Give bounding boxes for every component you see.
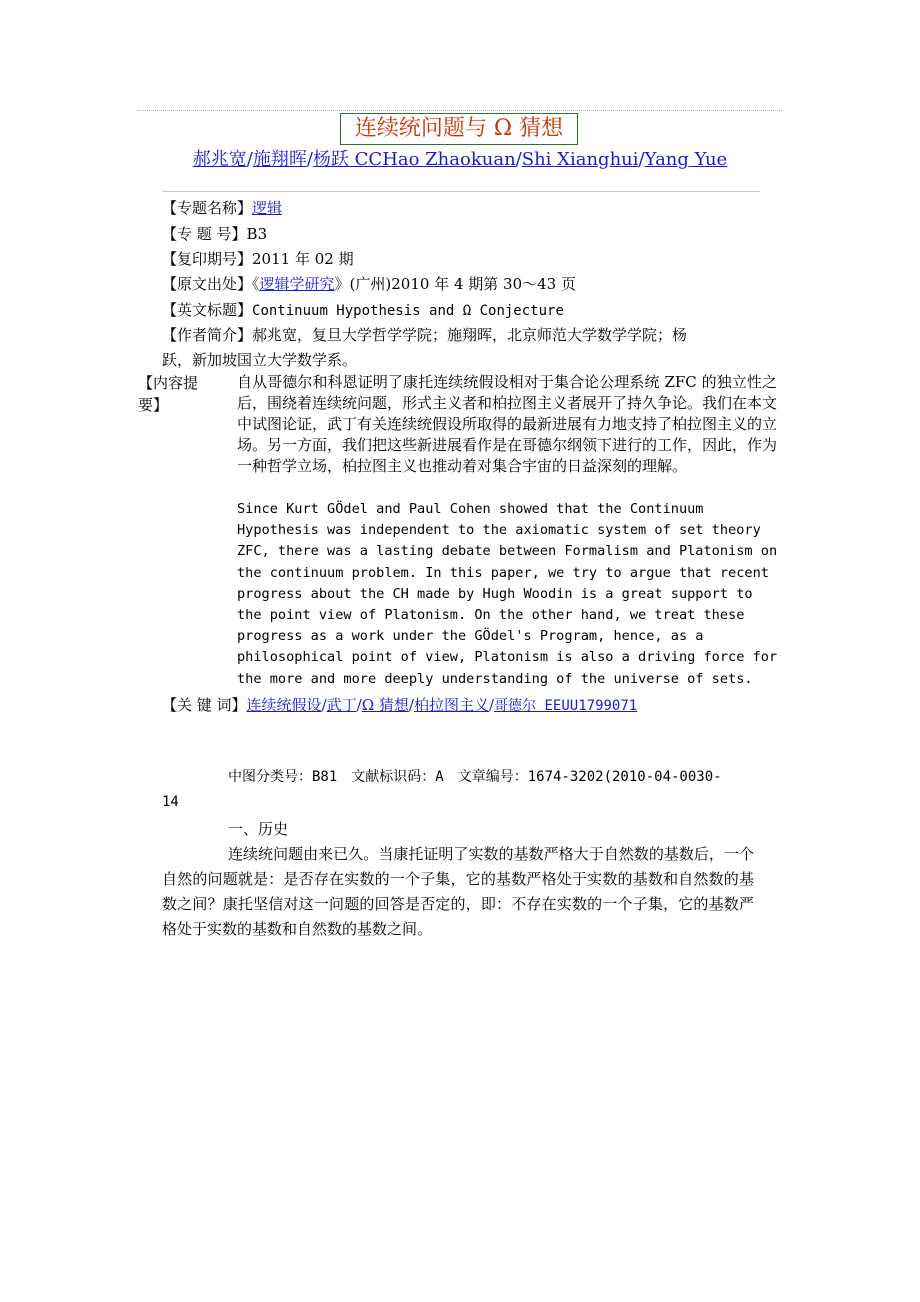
meta-divider bbox=[162, 191, 760, 192]
classification-block bbox=[162, 765, 754, 815]
meta-source-prefix: 《 bbox=[252, 275, 260, 293]
abstract-en-line: philosophical point of view, Platonism is also a driving force for bbox=[237, 649, 778, 666]
meta-topic-no-label: 【专 题 号】 bbox=[162, 225, 247, 243]
topic-link[interactable]: 逻辑 bbox=[252, 199, 283, 217]
section-heading-history: 一、历史 bbox=[228, 820, 289, 838]
author-link-3[interactable]: 杨跃 CCHao Zhaokuan bbox=[312, 149, 516, 170]
meta-topic-label: 【专题名称】 bbox=[162, 199, 253, 217]
keywords-label: 【关 键 词】 bbox=[162, 696, 247, 714]
author-link-4[interactable]: Shi Xianghui bbox=[521, 149, 639, 170]
author-line: 郝兆宽/施翔晖/杨跃 CCHao Zhaokuan/Shi Xianghui/Yang Yue bbox=[192, 149, 728, 170]
meta-topic-row bbox=[162, 197, 282, 219]
meta-en-title-value: Continuum Hypothesis and Ω Conjecture bbox=[252, 303, 564, 319]
abstract-en-line: the point view of Platonism. On the other hand, we treat these bbox=[237, 607, 745, 624]
classification-line2: 14 bbox=[162, 794, 179, 810]
meta-topic-no-row bbox=[162, 223, 267, 245]
meta-reprint-label: 【复印期号】 bbox=[162, 250, 253, 268]
meta-author-intro-row-2 bbox=[162, 349, 357, 371]
abstract-label bbox=[138, 372, 218, 416]
meta-source-suffix: 》(广州)2010 年 4 期第 30～43 页 bbox=[334, 275, 576, 293]
abstract-en-line: progress about the CH made by Hugh Woodin is a great support to bbox=[237, 585, 753, 602]
meta-en-title-row bbox=[162, 299, 564, 322]
keyword-link-5[interactable]: 哥德尔 EEUU1799071 bbox=[494, 698, 638, 714]
keyword-link-1[interactable]: 连续统假设 bbox=[246, 696, 322, 714]
keywords-row: 【关 键 词】连续统假设/武丁/Ω 猜想/柏拉图主义/哥德尔 EEUU1799071 bbox=[162, 696, 638, 714]
article-title: 连续统问题与 Ω 猜想 bbox=[340, 113, 578, 145]
meta-reprint-row bbox=[162, 248, 354, 270]
meta-author-intro-line2: 跃，新加坡国立大学数学系。 bbox=[162, 351, 358, 369]
meta-en-title-label: 【英文标题】 bbox=[162, 301, 253, 319]
author-link-5[interactable]: Yang Yue bbox=[644, 149, 728, 170]
keyword-link-4[interactable]: 柏拉图主义 bbox=[413, 696, 489, 714]
abstract-label-line2: 要】 bbox=[138, 396, 169, 414]
classification-line1: 中图分类号：B81 文献标识码：A 文章编号：1674-3202(2010-04-0030- bbox=[228, 769, 722, 785]
meta-author-intro-line1: 郝兆宽，复旦大学哲学学院；施翔晖，北京师范大学数学学院；杨 bbox=[252, 326, 688, 344]
abstract-en-line: Since Kurt GÖdel and Paul Cohen showed that the Continuum bbox=[237, 501, 704, 517]
abstract-en-line: the continuum problem. In this paper, we try to argue that recent bbox=[237, 564, 769, 581]
abstract-en-line: ZFC, there was a lasting debate between Formalism and Platonism on bbox=[237, 543, 778, 560]
meta-author-intro-label: 【作者简介】 bbox=[162, 326, 253, 344]
meta-topic-no-value: B3 bbox=[246, 225, 268, 243]
abstract-english bbox=[237, 499, 782, 690]
keyword-link-2[interactable]: 武丁 bbox=[326, 696, 357, 714]
abstract-en-line: the more and more deeply understanding of the universe of sets. bbox=[237, 670, 753, 687]
meta-reprint-value: 2011 年 02 期 bbox=[252, 250, 354, 268]
author-link-1[interactable]: 郝兆宽 bbox=[192, 149, 247, 170]
abstract-en-line: Hypothesis was independent to the axiomatic system of set theory bbox=[237, 522, 761, 539]
body-paragraph-1: 连续统问题由来已久。当康托证明了实数的基数严格大于自然数的基数后，一个自然的问题就是：是否存在实数的一个子集，它的基数严格处于实数的基数和自然数的基数之间？康托坚信对这一问题的回答是否定的，即：不存在实数的一个子集，它的基数严格处于实数的基数和自然数的基数之间。 bbox=[162, 845, 754, 938]
meta-source-label: 【原文出处】 bbox=[162, 275, 253, 293]
meta-source-row bbox=[162, 273, 576, 295]
keyword-link-3[interactable]: Ω 猜想 bbox=[361, 696, 409, 714]
abstract-chinese: 自从哥德尔和科恩证明了康托连续统假设相对于集合论公理系统 ZFC 的独立性之后，围绕着连续统问题，形式主义者和柏拉图主义者展开了持久争论。我们在本文中试图论证，武丁有关连续统假设所取得的最新进展有力地支持了柏拉图主义的立场。另一方面，我们把这些新进展看作是在哥德尔纲领下进行的工作，因此，作为一种哲学立场，柏拉图主义也推动着对集合宇宙的日益深刻的理解。 bbox=[237, 373, 778, 475]
meta-author-intro-row bbox=[162, 324, 687, 346]
top-dotted-divider bbox=[138, 110, 782, 111]
abstract-label-line1: 【内容提 bbox=[138, 374, 199, 392]
author-link-2[interactable]: 施翔晖 bbox=[252, 149, 307, 170]
abstract-en-line: progress as a work under the GÖdel's Program, hence, as a bbox=[237, 628, 704, 645]
source-journal-link[interactable]: 逻辑学研究 bbox=[259, 275, 335, 293]
